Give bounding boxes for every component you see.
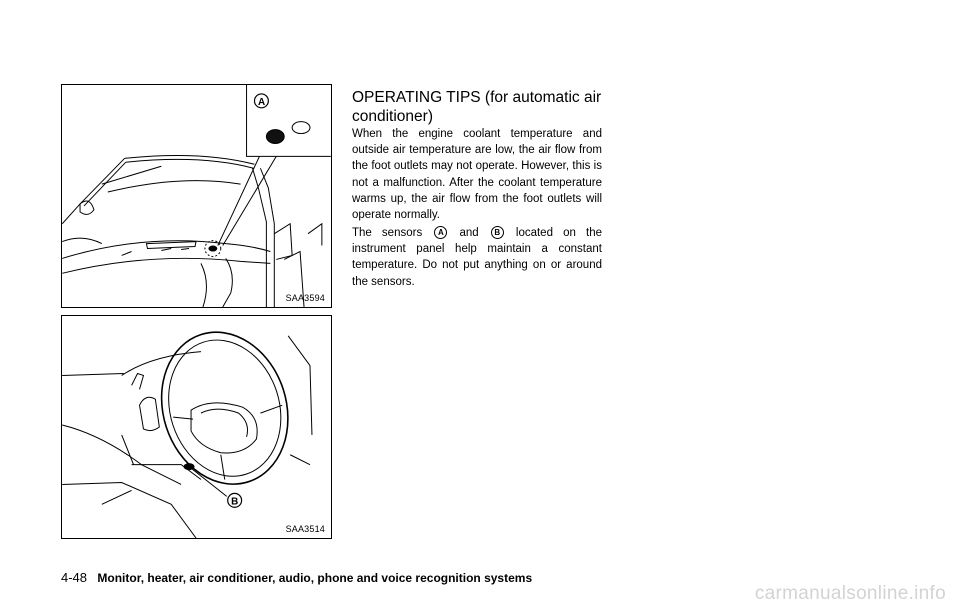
figure-sensor-a	[61, 84, 332, 308]
figure-code: SAA3594	[285, 293, 325, 303]
figure-code: SAA3514	[285, 524, 325, 534]
watermark-logo: carmanualsonline.info	[754, 583, 946, 604]
dashboard-sensor-illustration	[62, 85, 331, 307]
section-heading: OPERATING TIPS (for automatic air conditioner)	[352, 89, 602, 125]
sensor-a-badge: A	[434, 226, 447, 239]
page-footer	[61, 570, 532, 585]
page-number: 4-48	[61, 570, 88, 585]
paragraph-coolant: When the engine coolant temperature and outside air temperature are low, the air flow from the foot outlets may not operate. However, this is not a malfunction. After the coolant temperature warms up, the air flow from the foot outlets will operate normally.	[352, 128, 602, 222]
paragraph-sensors-and: and	[459, 227, 479, 239]
callout-b-label: B	[231, 496, 239, 508]
paragraph-sensors-end: located on the instrument panel help maintain a constant temperature. Do not put anything on or around the sensors.	[352, 227, 602, 288]
figure-sensor-b	[61, 315, 332, 539]
sensor-b-badge: B	[491, 226, 504, 239]
paragraph-sensors	[352, 225, 602, 290]
steering-wheel-sensor-illustration	[62, 316, 331, 538]
paragraph-sensors-start: The sensors	[352, 227, 423, 239]
chapter-title: Monitor, heater, air conditioner, audio, phone and voice recognition systems	[97, 571, 533, 585]
callout-a-label: A	[257, 96, 266, 108]
